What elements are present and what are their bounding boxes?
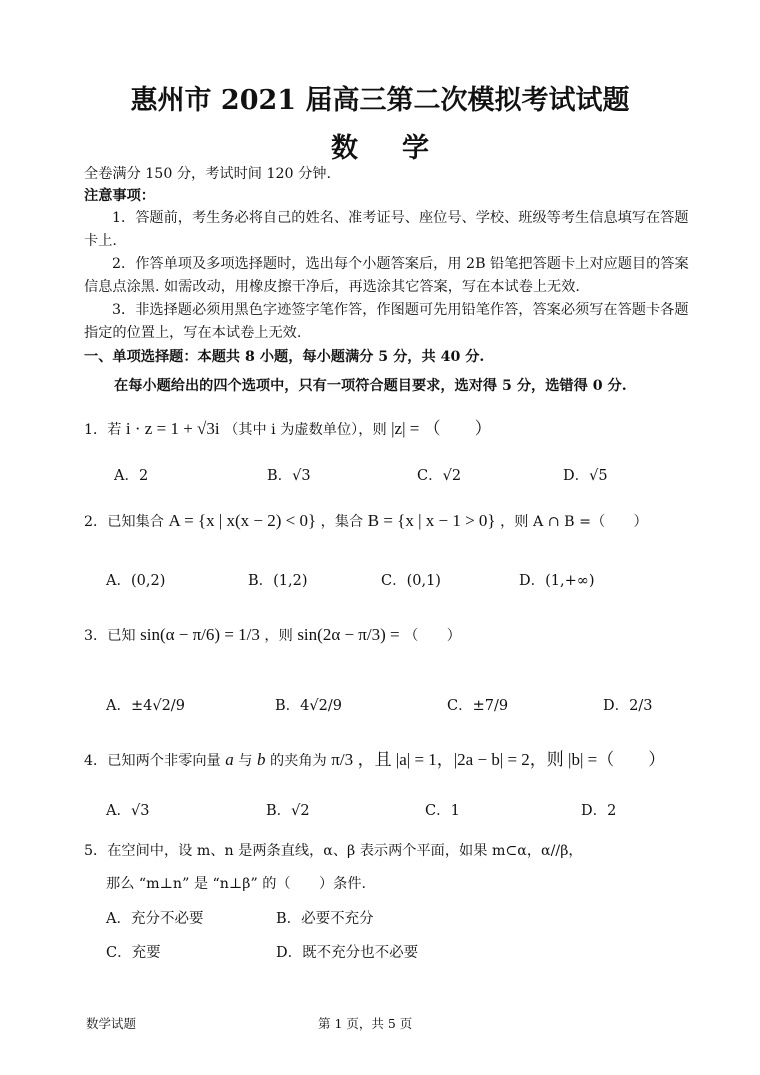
footer-subject: 数学试题 bbox=[86, 1016, 137, 1031]
q2-option-d: D．(1,+∞) bbox=[519, 573, 595, 589]
section-instruction: 在每小题给出的四个选项中，只有一项符合题目要求，选对得 5 分，选错得 0 分. bbox=[114, 378, 627, 394]
q4-option-c: C．1 bbox=[425, 803, 460, 819]
vector-a: a bbox=[225, 750, 234, 769]
note-3: 3．非选择题必须用黑色字迹签字笔作答，作图题可先用铅笔作答，答案必须写在答题卡各题指定的位置上，写在本试卷上无效. bbox=[84, 302, 689, 341]
page-number: 第 1 页，共 5 页 bbox=[318, 1016, 413, 1031]
q4-option-b: B．√2 bbox=[266, 803, 310, 819]
question-3-given: sin(α − π/6) = 1/3 bbox=[140, 625, 260, 644]
notes-heading: 注意事项： bbox=[84, 188, 155, 204]
q2-option-c: C．(0,1) bbox=[381, 573, 441, 589]
question-4-condition: ，且 |a| = 1，|2a − b| = 2，则 |b| =（ ） bbox=[357, 750, 666, 769]
question-3-number: 3．已知 bbox=[84, 628, 136, 644]
question-4-with: 与 bbox=[238, 753, 253, 769]
question-1-number: 1．若 bbox=[84, 422, 122, 438]
question-2-number: 2．已知集合 bbox=[84, 514, 164, 530]
question-3-mid: ，则 bbox=[264, 628, 293, 644]
q4-option-a: A．√3 bbox=[106, 803, 150, 819]
q2-option-a: A．(0,2) bbox=[106, 573, 166, 589]
question-4-text-2: 的夹角为 bbox=[269, 753, 327, 769]
exam-title: 惠州市 2021 届高三第二次模拟考试试题 bbox=[130, 85, 630, 116]
question-2 bbox=[84, 511, 648, 532]
question-3 bbox=[84, 625, 461, 646]
question-1-note: （其中 i 为虚数单位），则 bbox=[224, 422, 387, 438]
question-2-set-b: B = {x | x − 1 > 0} bbox=[367, 511, 496, 530]
section-heading: 一、单项选择题：本题共 8 小题，每小题满分 5 分，共 40 分. bbox=[84, 349, 485, 365]
vector-b: b bbox=[256, 750, 266, 769]
question-1 bbox=[84, 419, 492, 440]
q5-option-c: C．充要 bbox=[106, 945, 161, 961]
q1-option-b: B．√3 bbox=[267, 468, 311, 484]
question-1-ask: |z| = （ ） bbox=[391, 419, 492, 438]
score-time-line: 全卷满分 150 分，考试时间 120 分钟. bbox=[84, 166, 331, 182]
q1-option-d: D．√5 bbox=[563, 468, 608, 484]
question-4 bbox=[84, 750, 665, 771]
question-3-ask: （ ） bbox=[404, 628, 461, 644]
q3-option-a: A．±4√2/9 bbox=[106, 698, 185, 714]
question-4-angle: π/3 bbox=[331, 750, 354, 769]
question-4-text-1: 4．已知两个非零向量 bbox=[84, 753, 221, 769]
q5-option-d: D．既不充分也不必要 bbox=[276, 945, 419, 961]
q1-option-c: C．√2 bbox=[417, 468, 462, 484]
question-5-line-1: 5．在空间中，设 m、n 是两条直线，α、β 表示两个平面，如果 m⊂α，α//β， bbox=[84, 843, 583, 859]
question-2-ask: ，则 A ∩ B =（ ） bbox=[500, 514, 648, 530]
q4-option-d: D．2 bbox=[581, 803, 617, 819]
question-5-line-2: 那么 “m⊥n” 是 “n⊥β” 的（ ）条件. bbox=[106, 876, 367, 892]
q2-option-b: B．(1,2) bbox=[248, 573, 308, 589]
q3-option-b: B．4√2/9 bbox=[275, 698, 342, 714]
question-1-equation: i · z = 1 + √3i bbox=[125, 419, 220, 438]
note-1: 1．答题前，考生务必将自己的姓名、准考证号、座位号、学校、班级等考生信息填写在答题卡上. bbox=[84, 210, 689, 249]
question-2-mid: ，集合 bbox=[320, 514, 364, 530]
question-2-set-a: A = {x | x(x − 2) < 0} bbox=[168, 511, 317, 530]
q5-option-a: A．充分不必要 bbox=[106, 911, 204, 927]
subject-title: 数学 bbox=[331, 133, 473, 164]
q3-option-d: D．2/3 bbox=[603, 698, 653, 714]
question-3-find: sin(2α − π/3) = bbox=[297, 625, 400, 644]
q3-option-c: C．±7/9 bbox=[447, 698, 509, 714]
note-2: 2．作答单项及多项选择题时，选出每个小题答案后，用 2B 铅笔把答题卡上对应题目的答案信息点涂黑. 如需改动，用橡皮擦干净后，再选涂其它答案，写在本试卷上无效. bbox=[84, 256, 689, 295]
q1-option-a: A．2 bbox=[114, 468, 149, 484]
q5-option-b: B．必要不充分 bbox=[276, 911, 374, 927]
